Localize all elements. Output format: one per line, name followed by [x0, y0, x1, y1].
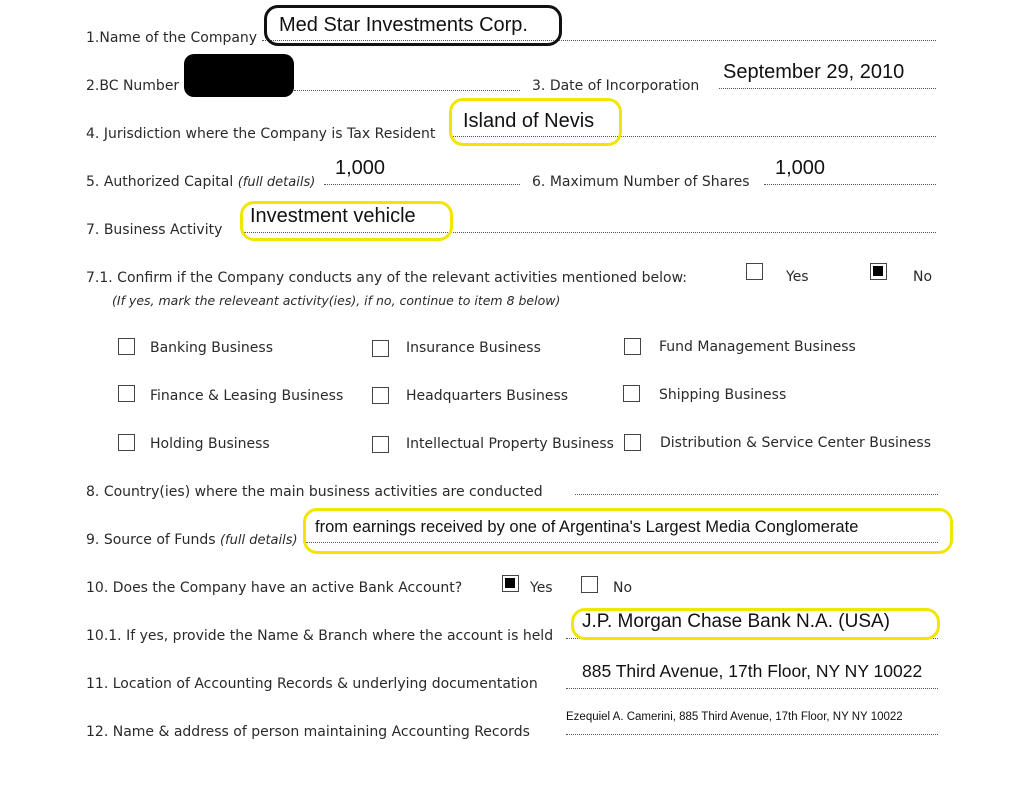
field-12-label: 12. Name & address of person maintaining Accounting Records	[86, 724, 530, 740]
bank-account-no-label: No	[613, 580, 633, 596]
authorized-capital-value: 1,000	[335, 157, 386, 179]
activity-checkbox[interactable]	[118, 338, 135, 355]
field-6-line	[764, 184, 936, 185]
activity-label: Shipping Business	[659, 387, 787, 403]
bank-account-no-checkbox[interactable]	[581, 576, 598, 593]
activity-label: Distribution & Service Center Business	[660, 435, 931, 451]
activity-label: Insurance Business	[406, 340, 541, 356]
activity-label: Banking Business	[150, 340, 273, 356]
field-1-label: 1.Name of the Company	[86, 30, 258, 46]
business-activity-value: Investment vehicle	[250, 205, 416, 227]
bank-name-value: J.P. Morgan Chase Bank N.A. (USA)	[582, 611, 890, 632]
field-8-label: 8. Country(ies) where the main business activities are conducted	[86, 484, 543, 500]
relevant-activities-no-checkbox[interactable]	[870, 263, 887, 280]
field-2-line	[294, 90, 520, 91]
activity-label: Fund Management Business	[659, 339, 856, 355]
relevant-activities-yes-checkbox[interactable]	[746, 263, 763, 280]
activity-label: Finance & Leasing Business	[150, 388, 344, 404]
field-11-label: 11. Location of Accounting Records & underlying documentation	[86, 676, 538, 692]
activity-checkbox[interactable]	[623, 385, 640, 402]
company-name-value: Med Star Investments Corp.	[279, 14, 528, 36]
records-location-value: 885 Third Avenue, 17th Floor, NY NY 10022	[582, 661, 923, 681]
source-of-funds-value: from earnings received by one of Argentina's Largest Media Conglomerate	[315, 518, 859, 536]
field-10-1-label: 10.1. If yes, provide the Name & Branch where the account is held	[86, 628, 554, 644]
field-6-label: 6. Maximum Number of Shares	[532, 174, 750, 190]
relevant-activities-yes-label: Yes	[786, 269, 809, 285]
activity-checkbox[interactable]	[372, 340, 389, 357]
activity-label: Intellectual Property Business	[406, 436, 614, 452]
activity-checkbox[interactable]	[372, 387, 389, 404]
field-3-line	[719, 88, 936, 89]
field-12-line	[566, 734, 938, 735]
field-7-1-label: 7.1. Confirm if the Company conducts any of the relevant activities mentioned below:	[86, 270, 687, 286]
field-4-label: 4. Jurisdiction where the Company is Tax Resident	[86, 126, 436, 142]
activity-checkbox[interactable]	[118, 434, 135, 451]
activity-checkbox[interactable]	[624, 338, 641, 355]
field-7-1-note: (If yes, mark the releveant activity(ies), if no, continue to item 8 below)	[112, 293, 561, 308]
activity-checkbox[interactable]	[624, 434, 641, 451]
field-8-line	[575, 494, 938, 495]
field-9-label: 9. Source of Funds (full details)	[86, 532, 298, 548]
field-2-label: 2.BC Number	[86, 78, 180, 94]
activity-checkbox[interactable]	[118, 385, 135, 402]
field-11-line	[566, 688, 938, 689]
bc-number-redaction	[184, 54, 294, 97]
bank-account-yes-checkbox[interactable]	[502, 575, 519, 592]
field-7-label: 7. Business Activity	[86, 222, 223, 238]
records-keeper-value: Ezequiel A. Camerini, 885 Third Avenue, 17th Floor, NY NY 10022	[566, 711, 903, 723]
field-5-line	[324, 184, 520, 185]
field-3-label: 3. Date of Incorporation	[532, 78, 700, 94]
activity-label: Headquarters Business	[406, 388, 569, 404]
relevant-activities-no-label: No	[913, 269, 933, 285]
activity-label: Holding Business	[150, 436, 270, 452]
field-5-label: 5. Authorized Capital (full details)	[86, 174, 316, 190]
bank-account-yes-label: Yes	[530, 580, 553, 596]
incorporation-date-value: September 29, 2010	[723, 61, 905, 83]
jurisdiction-value: Island of Nevis	[463, 110, 595, 132]
max-shares-value: 1,000	[775, 157, 826, 179]
activity-checkbox[interactable]	[372, 436, 389, 453]
field-10-label: 10. Does the Company have an active Bank Account?	[86, 580, 463, 596]
